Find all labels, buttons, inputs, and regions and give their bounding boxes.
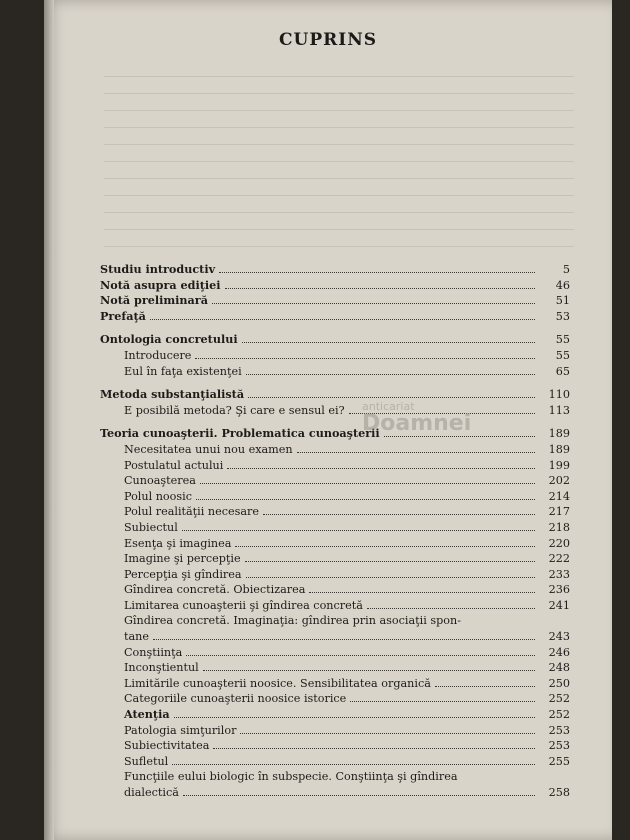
leader-dots bbox=[235, 546, 535, 547]
leader-dots bbox=[367, 608, 535, 609]
leader-dots bbox=[196, 499, 535, 500]
toc-entry-label: Imagine şi percepţie bbox=[100, 551, 245, 567]
leader-dots bbox=[213, 748, 535, 749]
toc-entry-page: 189 bbox=[535, 442, 570, 458]
toc-entry-page: 255 bbox=[535, 754, 570, 770]
toc-entry-page: 202 bbox=[535, 473, 570, 489]
toc-entry bbox=[100, 754, 570, 770]
watermark-line-1: anticariat bbox=[362, 400, 415, 413]
page-title: CUPRINS bbox=[278, 30, 378, 50]
toc-entry bbox=[100, 442, 570, 458]
leader-dots bbox=[183, 795, 535, 796]
toc-entry-page: 55 bbox=[535, 332, 570, 348]
toc-entry bbox=[100, 645, 570, 661]
toc-entry-label: Notă asupra ediţiei bbox=[100, 278, 225, 294]
toc-entry-page: 46 bbox=[535, 278, 570, 294]
leader-dots bbox=[246, 374, 535, 375]
toc-entry-label: Metoda substanţialistă bbox=[100, 387, 248, 403]
toc-entry bbox=[100, 691, 570, 707]
toc-entry bbox=[100, 504, 570, 520]
toc-entry bbox=[100, 660, 570, 676]
toc-entry bbox=[100, 262, 570, 278]
leader-dots bbox=[150, 319, 535, 320]
toc-entry-label-continued: dialectică bbox=[100, 785, 183, 801]
leader-dots bbox=[246, 577, 535, 578]
leader-dots bbox=[200, 483, 535, 484]
leader-dots bbox=[212, 303, 535, 304]
toc-entry bbox=[100, 293, 570, 309]
leader-dots bbox=[248, 397, 535, 398]
toc-entry-label: Subiectul bbox=[100, 520, 182, 536]
toc-entry-label: Inconştientul bbox=[100, 660, 203, 676]
toc-entry-label: Prefaţă bbox=[100, 309, 150, 325]
toc-entry-page: 236 bbox=[535, 582, 570, 598]
toc-entry-label: Studiu introductiv bbox=[100, 262, 219, 278]
toc-entry-label: Cunoaşterea bbox=[100, 473, 200, 489]
toc-entry-page: 220 bbox=[535, 536, 570, 552]
toc-entry-label: Gîndirea concretă. Obiectizarea bbox=[100, 582, 309, 598]
toc-entry-label: Subiectivitatea bbox=[100, 738, 213, 754]
toc-entry bbox=[100, 426, 570, 442]
toc-entry-page: 222 bbox=[535, 551, 570, 567]
toc-entry-page: 214 bbox=[535, 489, 570, 505]
toc-entry-page: 53 bbox=[535, 309, 570, 325]
toc-entry bbox=[100, 536, 570, 552]
toc-entry-label: Patologia simţurilor bbox=[100, 723, 240, 739]
toc-entry bbox=[100, 676, 570, 692]
toc-entry-label: Gîndirea concretă. Imaginaţia: gîndirea prin asociaţii spon- bbox=[124, 614, 461, 628]
toc-entry-page: 233 bbox=[535, 567, 570, 583]
leader-dots bbox=[297, 452, 535, 453]
toc-entry bbox=[100, 348, 570, 364]
toc-entry bbox=[100, 613, 570, 644]
toc-entry-page: 199 bbox=[535, 458, 570, 474]
toc-entry-label: Necesitatea unui nou examen bbox=[100, 442, 297, 458]
toc-entry-page: 110 bbox=[535, 387, 570, 403]
toc-entry bbox=[100, 738, 570, 754]
leader-dots bbox=[195, 358, 535, 359]
toc-entry-page: 250 bbox=[535, 676, 570, 692]
page-gutter bbox=[44, 0, 54, 840]
leader-dots bbox=[153, 639, 535, 640]
leader-dots bbox=[242, 342, 535, 343]
toc-entry bbox=[100, 567, 570, 583]
toc-entry-label: Esenţa şi imaginea bbox=[100, 536, 235, 552]
toc-entry-label: Limitările cunoaşterii noosice. Sensibilitatea organică bbox=[100, 676, 435, 692]
toc-entry-label: Atenţia bbox=[100, 707, 174, 723]
toc-entry-label: E posibilă metoda? Şi care e sensul ei? bbox=[100, 403, 349, 419]
toc-entry-page: 5 bbox=[535, 262, 570, 278]
toc-entry bbox=[100, 332, 570, 348]
leader-dots bbox=[182, 530, 535, 531]
toc-entry-page: 241 bbox=[535, 598, 570, 614]
toc-entry-page: 248 bbox=[535, 660, 570, 676]
toc-entry-label: Limitarea cunoaşterii şi gîndirea concretă bbox=[100, 598, 367, 614]
toc-entry-label: Introducere bbox=[100, 348, 195, 364]
toc-entry-label: Postulatul actului bbox=[100, 458, 227, 474]
toc-entry bbox=[100, 598, 570, 614]
toc-entry bbox=[100, 551, 570, 567]
leader-dots bbox=[225, 288, 535, 289]
leader-dots bbox=[384, 436, 535, 437]
toc-entry-page: 113 bbox=[535, 403, 570, 419]
leader-dots bbox=[203, 670, 535, 671]
toc-entry-label: Funcţiile eului biologic în subspecie. Conştiinţa şi gîndirea bbox=[124, 770, 458, 784]
toc-entry bbox=[100, 387, 570, 403]
toc-entry-page: 252 bbox=[535, 707, 570, 723]
toc-entry-page: 258 bbox=[535, 785, 570, 801]
toc-entry-label-continued: tane bbox=[100, 629, 153, 645]
toc-entry bbox=[100, 473, 570, 489]
leader-dots bbox=[219, 272, 535, 273]
leader-dots bbox=[263, 514, 535, 515]
toc-entry-page: 189 bbox=[535, 426, 570, 442]
leader-dots bbox=[227, 468, 535, 469]
toc-entry-page: 246 bbox=[535, 645, 570, 661]
toc-entry-page: 217 bbox=[535, 504, 570, 520]
leader-dots bbox=[186, 655, 535, 656]
toc-entry bbox=[100, 707, 570, 723]
leader-dots bbox=[435, 686, 535, 687]
toc-entry-label: Percepţia şi gîndirea bbox=[100, 567, 246, 583]
toc-entry bbox=[100, 769, 570, 800]
toc-entry bbox=[100, 520, 570, 536]
toc-entry-label: Notă preliminară bbox=[100, 293, 212, 309]
toc-entry bbox=[100, 582, 570, 598]
bleed-through-text bbox=[104, 60, 574, 255]
toc-entry bbox=[100, 489, 570, 505]
book-page bbox=[44, 0, 612, 840]
toc-entry bbox=[100, 309, 570, 325]
toc-entry-page: 218 bbox=[535, 520, 570, 536]
toc-entry-label: Eul în faţa existenţei bbox=[100, 364, 246, 380]
toc-entry-page: 51 bbox=[535, 293, 570, 309]
toc-entry-label: Teoria cunoaşterii. Problematica cunoaşterii bbox=[100, 426, 384, 442]
toc-entry bbox=[100, 403, 570, 419]
toc-entry-page: 65 bbox=[535, 364, 570, 380]
toc-entry-label: Categoriile cunoaşterii noosice istorice bbox=[100, 691, 350, 707]
watermark-line-2: Doamnei bbox=[362, 411, 472, 436]
leader-dots bbox=[309, 592, 535, 593]
toc-entry-label: Sufletul bbox=[100, 754, 172, 770]
leader-dots bbox=[174, 717, 535, 718]
toc-entry-page: 253 bbox=[535, 738, 570, 754]
toc-entry bbox=[100, 458, 570, 474]
toc-entry-label: Polul realităţii necesare bbox=[100, 504, 263, 520]
toc-entry-label: Polul noosic bbox=[100, 489, 196, 505]
toc-entry-label: Conştiinţa bbox=[100, 645, 186, 661]
table-of-contents bbox=[100, 262, 570, 801]
toc-entry bbox=[100, 278, 570, 294]
toc-entry-page: 243 bbox=[535, 629, 570, 645]
toc-entry-label: Ontologia concretului bbox=[100, 332, 242, 348]
leader-dots bbox=[172, 764, 535, 765]
leader-dots bbox=[350, 701, 535, 702]
toc-entry-page: 252 bbox=[535, 691, 570, 707]
toc-entry bbox=[100, 723, 570, 739]
watermark bbox=[362, 400, 471, 436]
leader-dots bbox=[240, 733, 535, 734]
toc-entry-page: 253 bbox=[535, 723, 570, 739]
leader-dots bbox=[245, 561, 535, 562]
toc-entry bbox=[100, 364, 570, 380]
toc-entry-page: 55 bbox=[535, 348, 570, 364]
